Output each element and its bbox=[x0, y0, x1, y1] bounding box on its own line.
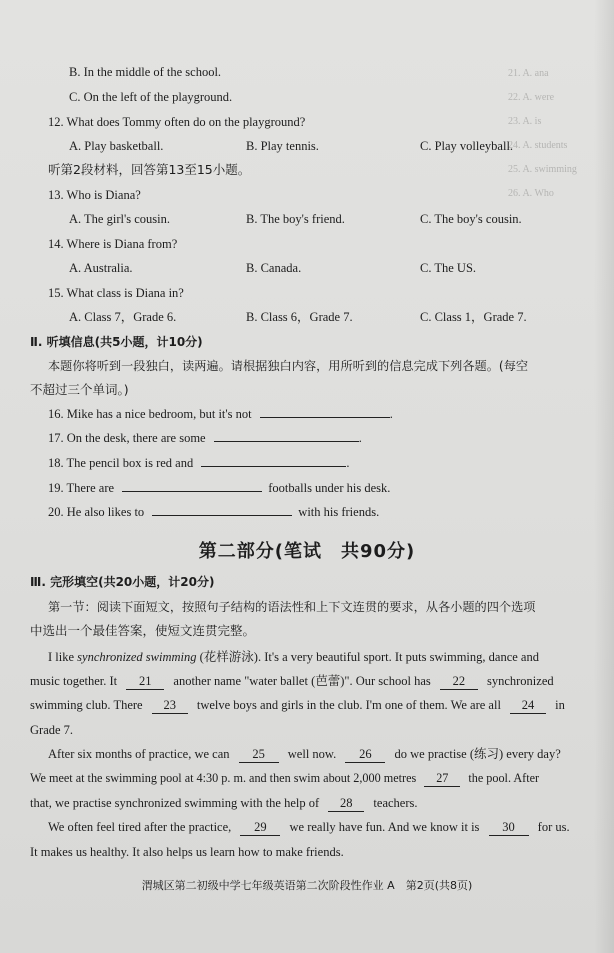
blank-25[interactable]: 25 bbox=[239, 747, 279, 763]
show-through-text: 26. A. Who bbox=[508, 188, 554, 199]
blank-22[interactable]: 22 bbox=[440, 674, 478, 690]
passage-text: we really have fun. And we know it is bbox=[289, 820, 480, 834]
q20-answer-blank[interactable] bbox=[152, 503, 292, 516]
q15-option-b: B. Class 6，Grade 7. bbox=[246, 310, 353, 324]
passage-line-2 bbox=[30, 672, 554, 690]
q18-end: . bbox=[346, 456, 350, 470]
q11-option-b: B. In the middle of the school. bbox=[69, 65, 222, 79]
passage-line-6 bbox=[30, 769, 539, 787]
passage-text: well now. bbox=[287, 747, 337, 761]
section-3-instruction: 第一节：阅读下面短文，按照句子结构的语法性和上下文连贯的要求，从各小题的四个选项 bbox=[48, 600, 536, 614]
q12-stem: 12. What does Tommy often do on the playground? bbox=[48, 115, 306, 129]
show-through-text: 22. A. were bbox=[508, 92, 555, 103]
q17-text: 17. On the desk, there are some bbox=[48, 431, 206, 445]
q14-option-b: B. Canada. bbox=[246, 261, 302, 275]
page-footer: 渭城区第二初级中学七年级英语第二次阶段性作业 A 第2页(共8页) bbox=[141, 879, 473, 892]
q13-stem: 13. Who is Diana? bbox=[48, 188, 141, 202]
passage-italic-term: synchronized swimming bbox=[77, 650, 197, 664]
q12-option-a: A. Play basketball. bbox=[69, 139, 164, 153]
blank-30[interactable]: 30 bbox=[489, 820, 529, 836]
q18-line bbox=[48, 454, 349, 472]
passage-text: for us. bbox=[537, 820, 570, 834]
q16-text: 16. Mike has a nice bedroom, but it's not bbox=[48, 407, 252, 421]
show-through-text: 23. A. is bbox=[508, 116, 542, 127]
passage-text: We often feel tired after the practice, bbox=[48, 820, 232, 834]
passage-line-3 bbox=[30, 696, 565, 714]
section-2-instruction: 本题你将听到一段独白，读两遍。请根据独白内容，用所听到的信息完成下列各题。(每空 bbox=[48, 359, 529, 373]
passage-text: that, we practise synchronized swimming with the help of bbox=[30, 796, 320, 810]
blank-26[interactable]: 26 bbox=[345, 747, 385, 763]
section-3-title: Ⅲ. 完形填空(共20小题，计20分) bbox=[30, 575, 215, 589]
material-2-instruction: 听第2段材料，回答第13至15小题。 bbox=[48, 162, 251, 177]
q11-option-c: C. On the left of the playground. bbox=[69, 90, 233, 104]
q16-end: . bbox=[389, 407, 393, 421]
q19-line bbox=[48, 479, 390, 497]
blank-29[interactable]: 29 bbox=[240, 820, 280, 836]
passage-text: do we practise (练习) every day? bbox=[394, 747, 561, 761]
show-through-text: 25. A. swimming bbox=[508, 164, 577, 175]
passage-text: synchronized bbox=[486, 674, 554, 688]
q18-answer-blank[interactable] bbox=[201, 454, 346, 467]
part-2-title: 第二部分(笔试 共90分) bbox=[198, 541, 416, 562]
q14-option-c: C. The US. bbox=[420, 261, 477, 275]
passage-text: another name "water ballet (芭蕾)". Our school has bbox=[173, 674, 431, 688]
passage-text: teachers. bbox=[373, 796, 418, 810]
blank-28[interactable]: 28 bbox=[328, 796, 364, 812]
q18-text: 18. The pencil box is red and bbox=[48, 456, 194, 470]
page-edge-shadow bbox=[594, 0, 614, 953]
q17-end: . bbox=[358, 431, 362, 445]
blank-21[interactable]: 21 bbox=[126, 674, 164, 690]
blank-23[interactable]: 23 bbox=[152, 698, 188, 714]
section-3-instruction-cont: 中选出一个最佳答案，使短文连贯完整。 bbox=[30, 623, 256, 638]
q14-option-a: A. Australia. bbox=[69, 261, 133, 275]
section-2-instruction-cont: 不超过三个单词。) bbox=[30, 382, 129, 397]
q15-option-a: A. Class 7，Grade 6. bbox=[69, 310, 177, 324]
q19-answer-blank[interactable] bbox=[122, 479, 262, 492]
passage-line-4: Grade 7. bbox=[30, 723, 74, 737]
q13-option-a: A. The girl's cousin. bbox=[69, 212, 170, 226]
q15-stem: 15. What class is Diana in? bbox=[48, 286, 184, 300]
q12-option-b: B. Play tennis. bbox=[246, 139, 319, 153]
passage-text: (花样游泳). It's a very beautiful sport. It puts swimming, dance and bbox=[199, 650, 539, 664]
passage-text: swimming club. There bbox=[30, 698, 143, 712]
q15-option-c: C. Class 1，Grade 7. bbox=[420, 310, 527, 324]
passage-line-9: It makes us healthy. It also helps us learn how to make friends. bbox=[30, 845, 344, 859]
passage-text: music together. It bbox=[30, 674, 118, 688]
q13-option-b: B. The boy's friend. bbox=[246, 212, 345, 226]
q20-line bbox=[48, 503, 379, 521]
q20-end: with his friends. bbox=[298, 505, 380, 519]
q16-line bbox=[48, 405, 393, 423]
blank-27[interactable]: 27 bbox=[424, 771, 460, 787]
q17-line bbox=[48, 429, 362, 447]
q14-stem: 14. Where is Diana from? bbox=[48, 237, 178, 251]
q13-option-c: C. The boy's cousin. bbox=[420, 212, 522, 226]
show-through-text: 21. A. ana bbox=[508, 68, 549, 79]
passage-line-5 bbox=[48, 745, 561, 763]
passage-line-7 bbox=[30, 794, 418, 812]
passage-text: We meet at the swimming pool at 4:30 p. m. and then swim about 2,000 metres bbox=[30, 771, 417, 785]
passage-text: I like bbox=[48, 650, 75, 664]
q19-text: 19. There are bbox=[48, 481, 115, 495]
show-through-text: 24. A. students bbox=[508, 140, 568, 151]
passage-line-1 bbox=[48, 648, 539, 666]
passage-text: the pool. After bbox=[468, 771, 540, 785]
q16-answer-blank[interactable] bbox=[260, 405, 390, 418]
q12-option-c: C. Play volleyball. bbox=[420, 139, 514, 153]
section-2-title: Ⅱ. 听填信息(共5小题，计10分) bbox=[30, 335, 203, 349]
q20-text: 20. He also likes to bbox=[48, 505, 145, 519]
passage-text: in bbox=[555, 698, 565, 712]
blank-24[interactable]: 24 bbox=[510, 698, 546, 714]
q17-answer-blank[interactable] bbox=[214, 429, 359, 442]
passage-text: twelve boys and girls in the club. I'm one of them. We are all bbox=[196, 698, 501, 712]
passage-line-8 bbox=[48, 818, 570, 836]
passage-text: After six months of practice, we can bbox=[48, 747, 230, 761]
q19-end: footballs under his desk. bbox=[268, 481, 391, 495]
